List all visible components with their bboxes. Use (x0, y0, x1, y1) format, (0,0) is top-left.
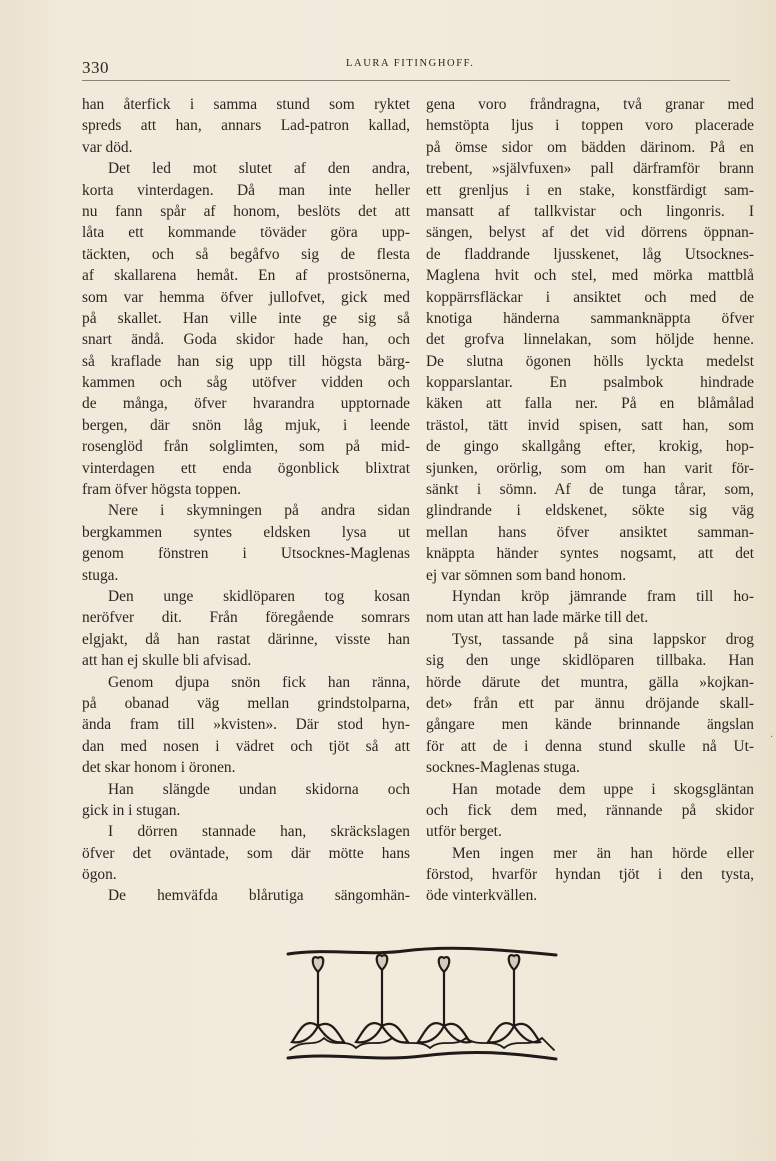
right-column-line: Hyndan kröp jämrande fram till ho- (452, 587, 754, 605)
right-column-line: mellan hans öfver ansiktet samman- (426, 523, 754, 541)
right-column-line: knotiga händerna sammanknäppta öfver (426, 309, 754, 327)
right-column-line: sig den unge skidlöparen tillbaka. Han (426, 652, 754, 670)
left-column-line: kammen och såg utöfver vidden och (82, 374, 410, 392)
ornament-bottom-wave (288, 1052, 556, 1059)
left-column-line: spreds att han, annars Lad-patron kallad, (82, 117, 410, 135)
left-column-line: neröfver dit. Från föregående somrars (82, 609, 410, 627)
running-head: LAURA FITINGHOFF. (346, 58, 475, 69)
left-column-line: att han ej skulle bli afvisad. (82, 652, 252, 670)
right-column-line: för att de i denna stund skulle nå Ut- (426, 737, 754, 755)
left-column-line: öfver det oväntade, som där mötte hans (82, 844, 410, 862)
tulip-2 (356, 955, 408, 1042)
left-column-line: täckten, och så begåfvo sig de flesta (82, 245, 410, 263)
tulip-vignette-ornament (284, 946, 560, 1064)
left-column-line: så kraflade han sig upp till högsta bärg- (82, 352, 410, 370)
left-column-line: genom fönstren i Utsocknes-Maglenas (82, 545, 410, 563)
right-column-line: knäppta händer syntes nogsamt, att det (426, 545, 754, 563)
right-column-line: ett grenljus i en stake, konstfärdigt sam- (426, 181, 754, 199)
right-column-line: och fick dem med, rännande på skidor (426, 801, 754, 819)
left-column-line: det skar honom i öronen. (82, 759, 236, 777)
header-rule (82, 80, 730, 81)
right-column-line: de fladdrande ljusskenet, låg Utsocknes- (426, 245, 754, 263)
left-column-line: ögon. (82, 866, 117, 884)
left-column-line: fram öfver högsta toppen. (82, 481, 241, 499)
right-column-line: käken att falla ner. På en blåmålad (426, 395, 754, 413)
right-column-line: sjunken, orörlig, som om han varit för- (426, 459, 754, 477)
right-column-line: hörde därute det muntra, gälla »kojkan- (426, 673, 754, 691)
right-column-line: hemstöpta ljus i toppen voro placerade (426, 117, 754, 135)
left-column-line: Genom djupa snön fick han ränna, (108, 673, 410, 691)
left-column-line: snart ändå. Goda skidor hade han, och (82, 331, 410, 349)
right-column-line: trästol, tätt invid spisen, satt han, som (426, 416, 754, 434)
left-column-line: bergkammen syntes eldsken lysa ut (82, 523, 410, 541)
right-column-line: koppärrsfläckar i ansiktet och med de (426, 288, 754, 306)
right-column-line: öde vinterkvällen. (426, 887, 538, 905)
ornament-top-wave (288, 948, 556, 955)
left-column-line: Den unge skidlöparen tog kosan (108, 587, 410, 605)
left-column-line: af skallarena hemåt. En af prostsönerna, (82, 267, 410, 285)
left-column-line: var död. (82, 138, 133, 156)
right-column-line: sänkt i sömn. Af de tunga tårar, som, (426, 481, 754, 499)
right-column-line: trebent, »självfuxen» pall därframför brann (426, 160, 754, 178)
right-column-line: Tyst, tassande på sina lappskor drog (452, 630, 754, 648)
page-number: 330 (82, 58, 109, 77)
right-column-line: de gingo skallgång efter, krokig, hop- (426, 438, 754, 456)
right-column-line: Men ingen mer än han hörde eller (452, 844, 754, 862)
left-column-line: låta ett kommande töväder göra upp- (82, 224, 410, 242)
left-column-line: på obanad väg mellan grindstolparna, (82, 694, 410, 712)
left-column-line: Nere i skymningen på andra sidan (108, 502, 410, 520)
left-column-line: ända fram till »kvisten». Där stod hyn- (82, 716, 410, 734)
tulip-3 (418, 957, 470, 1042)
left-column-line: elgjakt, då han rastat därinne, visste han (82, 630, 410, 648)
right-column-line: det» från ett par ännu dröjande skall- (426, 694, 754, 712)
right-column-line: på ömse sidor om bädden därinom. På en (426, 138, 754, 156)
left-column (82, 94, 410, 907)
right-column (426, 94, 754, 907)
right-column-line: mansatt af tallkvistar och lingonris. I (426, 202, 754, 220)
right-column-line: glindrande i eldskenet, sökte sig väg (426, 502, 754, 520)
margin-mark: · (770, 732, 774, 743)
right-column-line: gena voro fråndragna, två granar med (426, 96, 754, 113)
left-column-line: I dörren stannade han, skräckslagen (108, 823, 410, 841)
left-column-line: som var hemma öfver jullofvet, gick med (82, 288, 410, 306)
right-column-line: De slutna ögonen hölls lyckta medelst (426, 352, 754, 370)
right-column-line: sängen, belyst af det vid dörrens öppnan- (426, 224, 754, 242)
right-column-line: förstod, hvarför hyndan tjöt i den tysta, (426, 866, 754, 884)
right-column-line: ej var sömnen som band honom. (426, 566, 627, 584)
right-column-line: socknes-Maglenas stuga. (426, 759, 580, 777)
left-column-line: stuga. (82, 566, 119, 584)
right-column-line: gångare men kände brinnande ängslan (426, 716, 754, 734)
left-column-line: rosenglöd från solglimten, som på mid- (82, 438, 410, 456)
left-column-line: Det led mot slutet af den andra, (108, 160, 410, 178)
left-column-line: dan med nosen i vädret och tjöt så att (82, 737, 410, 755)
left-column-line: de många, öfver hvarandra upptornade (82, 395, 410, 413)
right-column-line: kopparslantar. En psalmbok hindrade (426, 374, 754, 392)
right-column-line: det grofva linnelakan, som höljde henne. (426, 331, 754, 349)
left-column-line: på skallet. Han ville inte ge sig så (82, 309, 410, 327)
right-column-line: nom utan att han lade märke till det. (426, 609, 649, 627)
right-column-line: Maglena hvit och stel, med mörka mattblå (426, 267, 754, 285)
right-column-line: Han motade dem uppe i skogsgläntan (452, 780, 754, 798)
left-column-line: gick in i stugan. (82, 801, 181, 819)
left-column-line: han återfick i samma stund som ryktet (82, 96, 410, 113)
tulip-1 (292, 957, 344, 1042)
left-column-line: vinterdagen ett enda ögonblick blixtrat (82, 459, 410, 477)
left-column-line: De hemväfda blårutiga sängomhän- (108, 887, 410, 905)
tulip-4 (488, 955, 540, 1042)
left-column-line: korta vinterdagen. Då man inte heller (82, 181, 410, 199)
left-column-line: bergen, där snön låg mjuk, i leende (82, 416, 410, 434)
left-column-line: Han slängde undan skidorna och (108, 780, 410, 798)
left-column-line: nu fann spår af honom, beslöts det att (82, 202, 410, 220)
page-header (82, 54, 730, 80)
right-column-line: utför berget. (426, 823, 502, 841)
